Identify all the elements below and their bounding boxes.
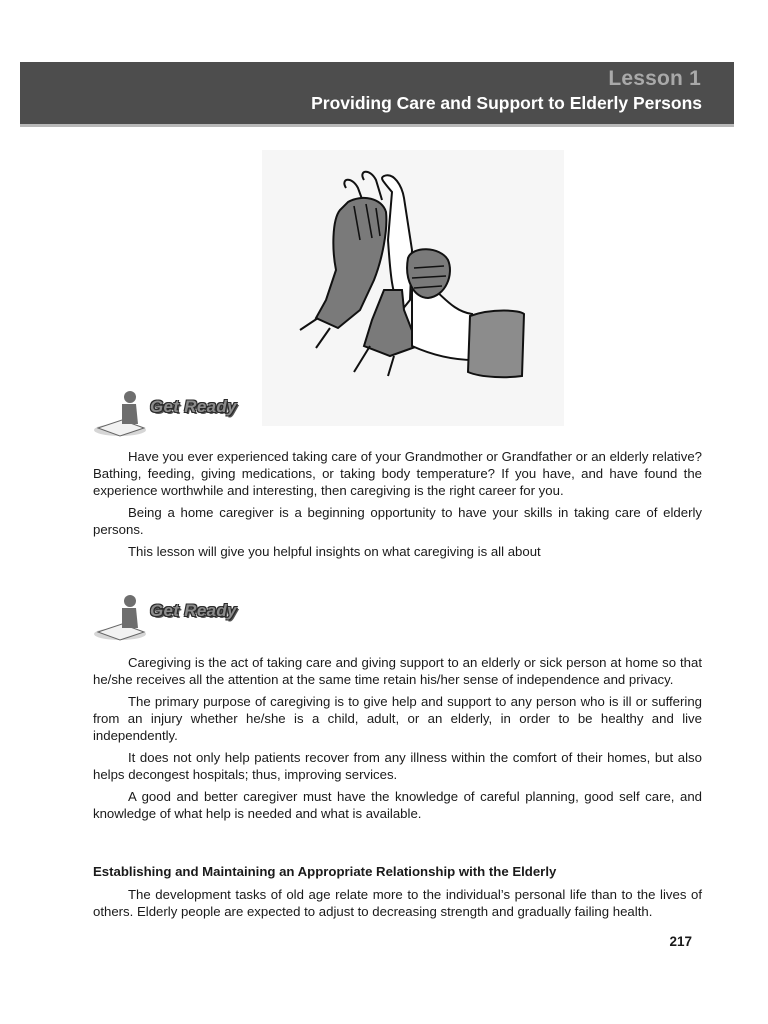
section1-text: [93, 448, 702, 565]
student-reading-icon: [92, 592, 152, 642]
get-ready-badge: [92, 388, 262, 438]
get-ready-label: Get Ready: [150, 601, 237, 620]
section-heading: Establishing and Maintaining an Appropriate Relationship with the Elderly: [93, 864, 557, 879]
student-reading-icon: [92, 388, 152, 438]
page-number: 217: [669, 934, 692, 949]
lesson-header: [20, 62, 734, 124]
paragraph: A good and better caregiver must have the knowledge of careful planning, good self care, and knowledge of what help is needed and what is available.: [93, 789, 702, 821]
paragraph: Being a home caregiver is a beginning opportunity to have your skills in taking care of elderly persons.: [93, 505, 702, 537]
get-ready-label: Get Ready: [150, 397, 237, 416]
hands-drawing-icon: [262, 150, 564, 426]
lesson-number: Lesson 1: [608, 67, 701, 90]
paragraph: The primary purpose of caregiving is to give help and support to any person who is ill or suffering from an injury whether he/she is a child, adult, or an elderly, in order to be healthy and live independently.: [93, 694, 702, 743]
paragraph: Have you ever experienced taking care of your Grandmother or Grandfather or an elderly relative? Bathing, feeding, giving medications, or taking body temperature? If you have, and have found the experience worthwhile and interesting, then caregiving is the right career for you.: [93, 449, 702, 498]
get-ready-badge: [92, 592, 262, 642]
paragraph: The development tasks of old age relate more to the individual’s personal life than to the lives of others. Elderly people are expected to adjust to decreasing strength and gradually failing health.: [93, 887, 702, 919]
helping-hands-illustration: [262, 150, 564, 426]
lesson-title: Providing Care and Support to Elderly Persons: [311, 93, 702, 113]
paragraph: Caregiving is the act of taking care and giving support to an elderly or sick person at home so that he/she receives all the attention at the same time retain his/her sense of independence and privacy.: [93, 655, 702, 687]
section2-text: [93, 654, 702, 827]
paragraph: It does not only help patients recover from any illness within the comfort of their homes, but also helps decongest hospitals; thus, improving services.: [93, 750, 702, 782]
section3-text: [93, 886, 702, 925]
paragraph: This lesson will give you helpful insights on what caregiving is all about: [128, 544, 541, 559]
